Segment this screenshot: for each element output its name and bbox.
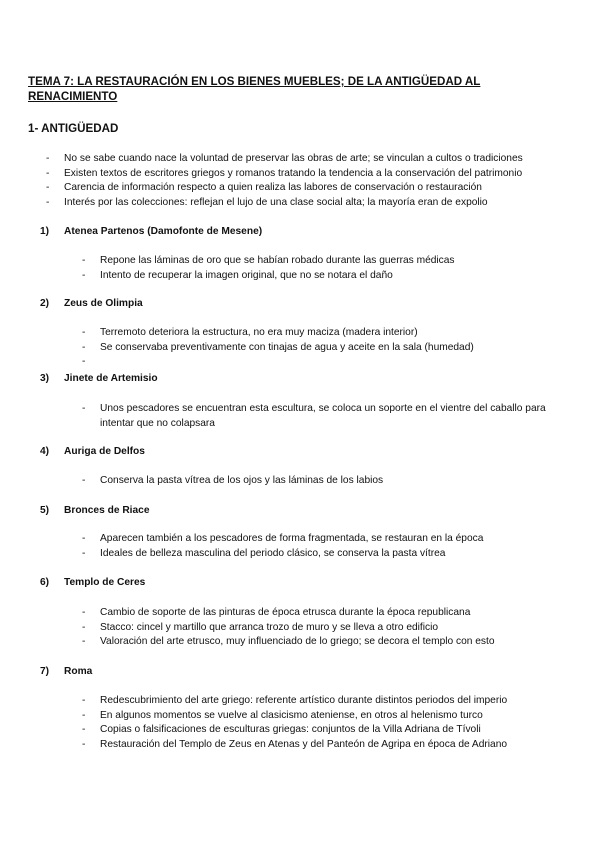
list-item: - Aparecen también a los pescadores de forma fragmentada, se restauran en la época (82, 533, 484, 544)
item-heading-atenea: 1) Atenea Partenos (Damofonte de Mesene) (40, 226, 263, 237)
section-heading: 1- ANTIGÜEDAD (28, 122, 119, 135)
list-item: - Repone las láminas de oro que se habían robado durante las guerras médicas (82, 255, 455, 266)
item-list-jinete (82, 402, 580, 431)
list-item: - Cambio de soporte de las pinturas de época etrusca durante la época republicana (82, 607, 471, 618)
list-item: - No se sabe cuando nace la voluntad de preservar las obras de arte; se vinculan a cultos o tradiciones (46, 153, 523, 164)
item-list-riace (82, 532, 580, 561)
item-heading-riace: 5) Bronces de Riace (40, 505, 150, 516)
item-list-zeus: - Terremoto deteriora la estructura, no era muy maciza (madera interior) - Se conservaba preventivamente con tinajas de agua y aceite en la sala (humedad) - (100, 326, 580, 355)
item-heading-ceres: 6) Templo de Ceres (40, 577, 146, 588)
list-item: - Ideales de belleza masculina del periodo clásico, se conserva la pasta vítrea (82, 547, 446, 559)
item-heading-jinete: 3) Jinete de Artemisio (40, 373, 158, 384)
list-item: - Unos pescadores se encuentran esta escultura, se coloca un soporte en el vientre del caballo para intentar que no colapsara (82, 403, 546, 429)
list-item: - Se conservaba preventivamente con tinajas de agua y aceite en la sala (humedad) (82, 341, 474, 353)
item-list-ceres (82, 606, 580, 650)
list-item: - Carencia de información respecto a quien realiza las labores de conservación o restauración (46, 182, 482, 194)
list-item: - Conserva la pasta vítrea de los ojos y las láminas de los labios (82, 475, 384, 486)
list-item: - Intento de recuperar la imagen original, que no se notara el daño (82, 269, 393, 281)
document-title: TEMA 7: LA RESTAURACIÓN EN LOS BIENES MUEBLES; DE LA ANTIGÜEDAD AL RENACIMIENTO (28, 75, 481, 103)
list-item: - En algunos momentos se vuelve al clasicismo ateniense, en otros al helenismo turco (82, 709, 483, 721)
item-heading-zeus: 2) Zeus de Olimpia (40, 298, 143, 309)
list-item: - Interés por las colecciones: reflejan el lujo de una clase social alta; la mayoría eran de expolio (46, 196, 488, 208)
list-item: - Valoración del arte etrusco, muy influenciado de lo griego; se decora el templo con esto (82, 636, 495, 648)
item-list-atenea (82, 254, 580, 283)
list-item: - Terremoto deteriora la estructura, no era muy maciza (madera interior) (82, 327, 418, 338)
list-item: - Copias o falsificaciones de esculturas griegas: conjuntos de la Villa Adriana de Tívoli (82, 724, 481, 736)
list-item: - Restauración del Templo de Zeus en Atenas y del Panteón de Agripa en época de Adriano (82, 738, 508, 750)
item-heading-roma: 7) Roma (40, 666, 93, 677)
item-heading-auriga: 4) Auriga de Delfos (40, 446, 145, 457)
list-item: - Redescubrimiento del arte griego: referente artístico durante distintos periodos del imperio (82, 695, 508, 706)
list-item: - Stacco: cincel y martillo que arranca trozo de muro y se lleva a otro edificio (82, 621, 439, 633)
intro-list (46, 152, 584, 210)
list-item: - Existen textos de escritores griegos y romanos tratando la tendencia a la conservación del patrimonio (46, 167, 523, 179)
item-list-auriga (82, 474, 580, 489)
item-list-roma (82, 694, 580, 752)
